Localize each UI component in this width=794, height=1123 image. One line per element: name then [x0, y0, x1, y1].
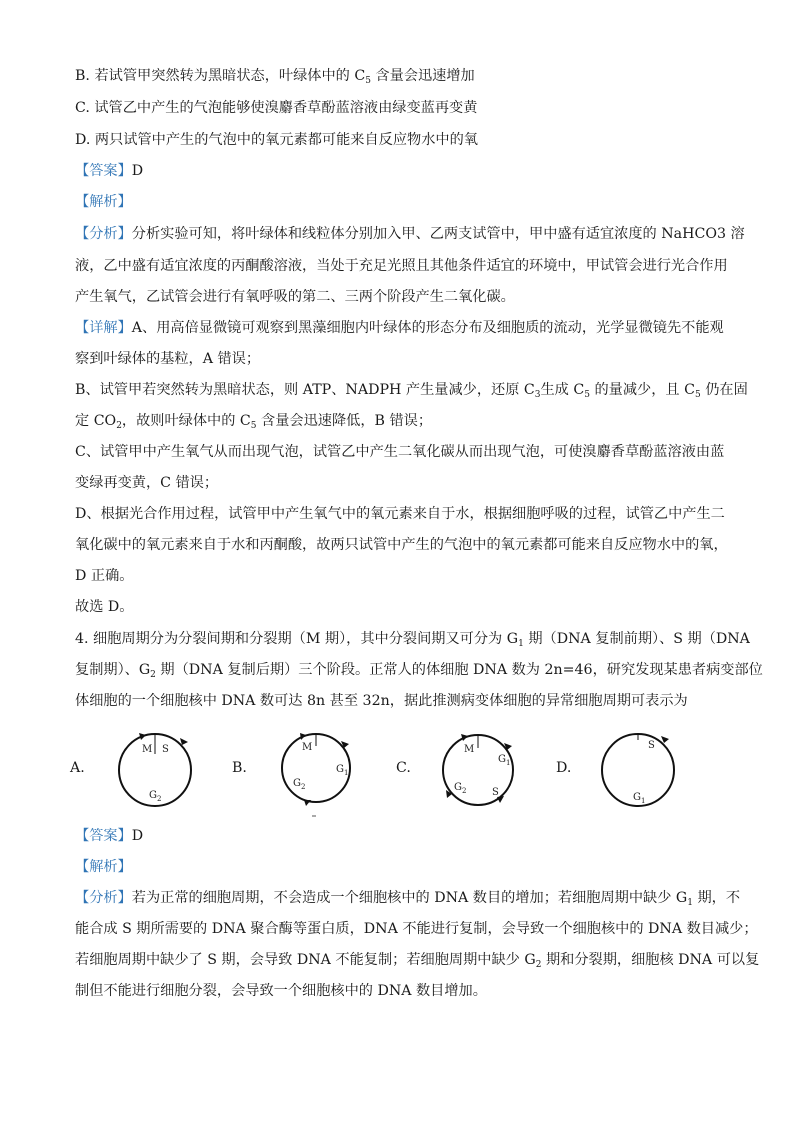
section-tag: 【解析】: [75, 859, 132, 875]
text-line: [75, 566, 133, 586]
subscript: 2: [535, 960, 542, 970]
subscript: 1: [687, 898, 693, 908]
text-line: [75, 66, 475, 86]
option-c-letter: C.: [396, 760, 411, 776]
subscript: 5: [250, 421, 257, 431]
text-run: 若为正常的细胞周期，不会造成一个细胞核中的 DNA 数目的增加；若细胞周期中缺少 G: [131, 890, 688, 906]
option-a-cycle-diagram: [100, 728, 210, 818]
text-line: [75, 826, 143, 846]
text-line: [75, 473, 218, 493]
text-run: C. 试管乙中产生的气泡能够使溴麝香草酚蓝溶液由绿变蓝再变黄: [75, 100, 478, 116]
option-b[interactable]: [232, 728, 382, 818]
phase-label-s: S: [492, 787, 499, 798]
text-line: [75, 950, 759, 970]
text-line: [75, 981, 487, 1001]
text-line: [75, 318, 724, 338]
text-line: [75, 629, 750, 649]
text-line: [75, 98, 477, 118]
arrow-icon: [304, 800, 311, 806]
option-c-cycle-diagram: [418, 728, 528, 818]
section-tag: 【分析】: [75, 226, 132, 242]
text-run: 的量减少，且 C: [589, 382, 695, 398]
text-line: [75, 411, 432, 431]
section-tag: 【答案】: [75, 163, 132, 179]
text-run: D、根据光合作用过程，试管甲中产生氧气中的氧元素来自于水，根据细胞呼吸的过程，试管乙中产生二: [75, 506, 725, 522]
text-line: [75, 857, 132, 877]
text-run: 分析实验可知，将叶绿体和线粒体分别加入甲、乙两支试管中，甲中盛有适宜浓度的 NaHCO3 溶: [131, 226, 745, 242]
section-tag: 【详解】: [75, 320, 132, 336]
text-run: 若细胞周期中缺少了 S 期，会导致 DNA 不能复制；若细胞周期中缺少 G: [75, 952, 536, 968]
text-line: [75, 161, 143, 181]
phase-label-g2: $G_2$: [293, 778, 306, 791]
text-run: D: [131, 828, 144, 844]
option-d-letter: D.: [556, 760, 572, 776]
text-run: A、用高倍显微镜可观察到黑藻细胞内叶绿体的形态分布及细胞质的流动，光学显微镜先不能观: [131, 320, 724, 336]
phase-label-s: S: [648, 740, 655, 751]
text-run: 定 CO: [75, 413, 117, 429]
phase-label-g2: $G_2$: [454, 782, 467, 795]
text-line: [75, 380, 748, 400]
phase-label-g1: $G_1$: [633, 792, 646, 805]
section-tag: 【答案】: [75, 828, 132, 844]
text-line: [75, 504, 725, 524]
text-run: 生成 C: [540, 382, 585, 398]
text-line: [75, 597, 133, 617]
text-run: D 正确。: [75, 568, 134, 584]
option-a-letter: A.: [70, 760, 85, 776]
text-run: 故选 D。: [75, 599, 134, 615]
arrow-icon: [139, 733, 146, 740]
text-run: 期，不: [692, 890, 741, 906]
text-run: 含量会迅速增加: [370, 68, 475, 84]
option-b-letter: B.: [232, 760, 247, 776]
option-d[interactable]: [556, 728, 726, 818]
text-run: 制但不能进行细胞分裂，会导致一个细胞核中的 DNA 数目增加。: [75, 983, 487, 999]
text-run: D. 两只试管中产生的气泡中的氧元素都可能来自反应物水中的氧: [75, 132, 478, 148]
text-run: 氧化碳中的氧元素来自于水和丙酮酸，故两只试管中产生的气泡中的氧元素都可能来自反应物水中的氧，: [75, 537, 728, 553]
option-c[interactable]: [396, 728, 566, 818]
text-line: [75, 224, 745, 244]
option-a[interactable]: [70, 728, 220, 818]
text-run: D: [131, 163, 144, 179]
text-run: 变绿再变黄，C 错误；: [75, 475, 219, 491]
text-run: 期（DNA 复制前期）、S 期（DNA: [523, 631, 750, 647]
text-run: 期和分裂期，细胞核 DNA 可以复: [541, 952, 760, 968]
text-line: [75, 256, 728, 276]
text-line: [75, 535, 728, 555]
text-run: C、试管甲中产生氧气从而出现气泡，试管乙中产生二氧化碳从而出现气泡，可使溴麝香草酚蓝溶液由蓝: [75, 444, 725, 460]
text-run: ，故则叶绿体中的 C: [121, 413, 251, 429]
text-run: 含量会迅速降低，B 错误；: [256, 413, 433, 429]
text-line: [75, 287, 515, 307]
phase-label-m: M: [142, 744, 153, 755]
phase-label-m: M: [302, 742, 313, 753]
text-run: 体细胞的一个细胞核中 DNA 数可达 8n 甚至 32n，据此推测病变体细胞的异常细胞周期可表示为: [75, 693, 688, 709]
option-b-cycle-diagram: [258, 728, 368, 818]
subscript: 5: [584, 390, 590, 400]
text-run: 察到叶绿体的基粒，A 错误；: [75, 351, 261, 367]
phase-label-g1: $G_1$: [336, 764, 349, 777]
option-d-cycle-diagram: [576, 728, 686, 818]
section-tag: 【解析】: [75, 194, 132, 210]
text-line: [75, 130, 478, 150]
text-line: [75, 442, 724, 462]
text-run: 仍在固: [700, 382, 748, 398]
phase-label-s: S: [162, 744, 169, 755]
text-run: 能合成 S 期所需要的 DNA 聚合酶等蛋白质，DNA 不能进行复制，会导致一个细胞核中的 DNA 数目减少；: [75, 921, 758, 937]
phase-label-m: M: [464, 744, 475, 755]
subscript: 1: [518, 639, 524, 649]
answer-options: [70, 728, 730, 818]
subscript: 3: [534, 390, 541, 400]
text-run: B. 若试管甲突然转为黑暗状态，叶绿体中的 C: [75, 68, 366, 84]
phase-label-g1: $G_1$: [498, 754, 511, 767]
text-line: [75, 919, 758, 939]
subscript: 5: [694, 390, 701, 400]
text-run: 复制期）、G: [75, 662, 151, 678]
subscript: 5: [365, 76, 371, 86]
text-line: [75, 349, 260, 369]
text-line: [75, 888, 740, 908]
text-line: [75, 691, 688, 711]
subscript: 2: [116, 421, 122, 431]
text-run: B、试管甲若突然转为黑暗状态，则 ATP、NADPH 产生量减少，还原 C: [75, 382, 535, 398]
subscript: 2: [150, 670, 156, 680]
section-tag: 【分析】: [75, 890, 132, 906]
text-line: [75, 660, 763, 680]
text-run: 液，乙中盛有适宜浓度的丙酮酸溶液，当处于充足光照且其他条件适宜的环境中，甲试管会进行光合作用: [75, 258, 728, 274]
text-run: 4. 细胞周期分为分裂间期和分裂期（M 期），其中分裂间期又可分为 G: [75, 631, 519, 647]
arrow-icon: [661, 736, 669, 743]
text-run: 产生氧气，乙试管会进行有氧呼吸的第二、三两个阶段产生二氧化碳。: [75, 289, 515, 305]
text-run: 期（DNA 复制后期）三个阶段。正常人的体细胞 DNA 数为 2n=46，研究发现某患者病变部位: [155, 662, 763, 678]
text-line: [75, 192, 132, 212]
phase-label-g2: $G_2$: [149, 790, 162, 803]
